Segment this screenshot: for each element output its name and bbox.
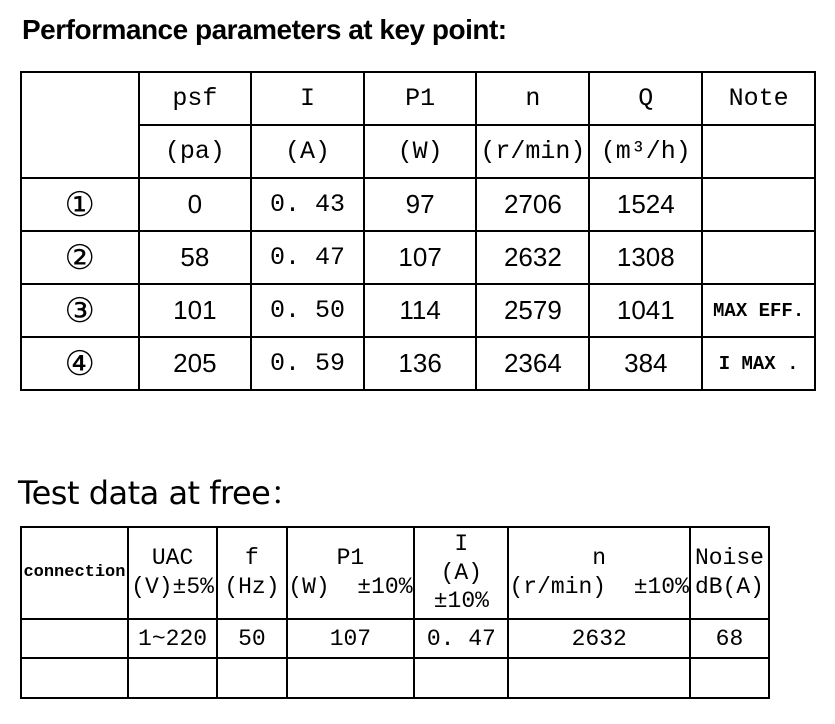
empty-cell	[287, 658, 415, 698]
header-i	[414, 527, 508, 619]
cell-uac: 1~220	[128, 619, 217, 658]
cell-n: 2632	[508, 619, 689, 658]
empty-cell	[414, 658, 508, 698]
header-p1-unit: (W) ±10%	[288, 574, 413, 600]
empty-cell	[690, 658, 769, 698]
cell-p1: 107	[364, 231, 477, 284]
cell-psf: 205	[139, 337, 252, 390]
unit-psf: (pa)	[139, 125, 252, 178]
cell-n: 2632	[476, 231, 589, 284]
table-row	[21, 619, 769, 658]
header-n-label: n	[592, 545, 607, 572]
cell-p1: 97	[364, 178, 477, 231]
header-psf: psf	[139, 72, 252, 125]
header-row	[21, 527, 769, 619]
header-n: n	[476, 72, 589, 125]
header-p1-label: P1	[336, 545, 365, 572]
cell-q: 1524	[589, 178, 702, 231]
header-row	[21, 72, 815, 125]
header-n	[508, 527, 689, 619]
cell-p1: 136	[364, 337, 477, 390]
performance-title: Performance parameters at key point:	[22, 14, 507, 45]
cell-n: 2706	[476, 178, 589, 231]
header-noise-label: Noise	[694, 545, 764, 572]
cell-f: 50	[217, 619, 286, 658]
cell-i: 0. 47	[414, 619, 508, 658]
units-row	[21, 125, 815, 178]
header-i-label: I	[454, 530, 469, 557]
cell-p1: 107	[287, 619, 415, 658]
row-index: ②	[21, 231, 139, 284]
row-index: ③	[21, 284, 139, 337]
empty-cell	[128, 658, 217, 698]
unit-n: (r/min)	[476, 125, 589, 178]
cell-note: MAX EFF.	[702, 284, 815, 337]
header-p1	[287, 527, 415, 619]
header-p1: P1	[364, 72, 477, 125]
unit-i: (A)	[251, 125, 364, 178]
header-i-unit: (A)±10%	[433, 559, 489, 615]
cell-i: 0. 50	[251, 284, 364, 337]
cell-q: 384	[589, 337, 702, 390]
row-index: ④	[21, 337, 139, 390]
cell-psf: 0	[139, 178, 252, 231]
header-uac-unit: (V)±5%	[131, 574, 214, 600]
cell-noise: 68	[690, 619, 769, 658]
header-uac	[128, 527, 217, 619]
header-noise	[690, 527, 769, 619]
header-connection: connection	[21, 527, 128, 619]
cell-psf: 58	[139, 231, 252, 284]
cell-i: 0. 59	[251, 337, 364, 390]
unit-p1: (W)	[364, 125, 477, 178]
header-noise-unit: dB(A)	[694, 574, 764, 600]
corner-cell	[21, 72, 139, 178]
empty-row	[21, 658, 769, 698]
unit-q: (m³/h)	[589, 125, 702, 178]
performance-table	[20, 71, 816, 391]
header-q: Q	[589, 72, 702, 125]
test-data-table	[20, 526, 770, 699]
cell-q: 1041	[589, 284, 702, 337]
cell-n: 2364	[476, 337, 589, 390]
cell-note: I MAX .	[702, 337, 815, 390]
cell-q: 1308	[589, 231, 702, 284]
header-uac-label: UAC	[151, 545, 194, 572]
table-row	[21, 337, 815, 390]
header-i: I	[251, 72, 364, 125]
header-f-label: f	[245, 545, 259, 572]
row-index: ①	[21, 178, 139, 231]
test-data-title: Test data at free：	[18, 474, 302, 512]
table-row	[21, 284, 815, 337]
cell-note	[702, 231, 815, 284]
cell-connection	[21, 619, 128, 658]
header-note: Note	[702, 72, 815, 125]
cell-psf: 101	[139, 284, 252, 337]
unit-note	[702, 125, 815, 178]
cell-n: 2579	[476, 284, 589, 337]
cell-i: 0. 43	[251, 178, 364, 231]
cell-note	[702, 178, 815, 231]
empty-cell	[21, 658, 128, 698]
cell-p1: 114	[364, 284, 477, 337]
cell-i: 0. 47	[251, 231, 364, 284]
empty-cell	[217, 658, 286, 698]
header-f	[217, 527, 286, 619]
table-row	[21, 231, 815, 284]
empty-cell	[508, 658, 689, 698]
header-f-unit: (Hz)	[224, 574, 280, 600]
table-row	[21, 178, 815, 231]
header-n-unit: (r/min) ±10%	[509, 574, 689, 600]
